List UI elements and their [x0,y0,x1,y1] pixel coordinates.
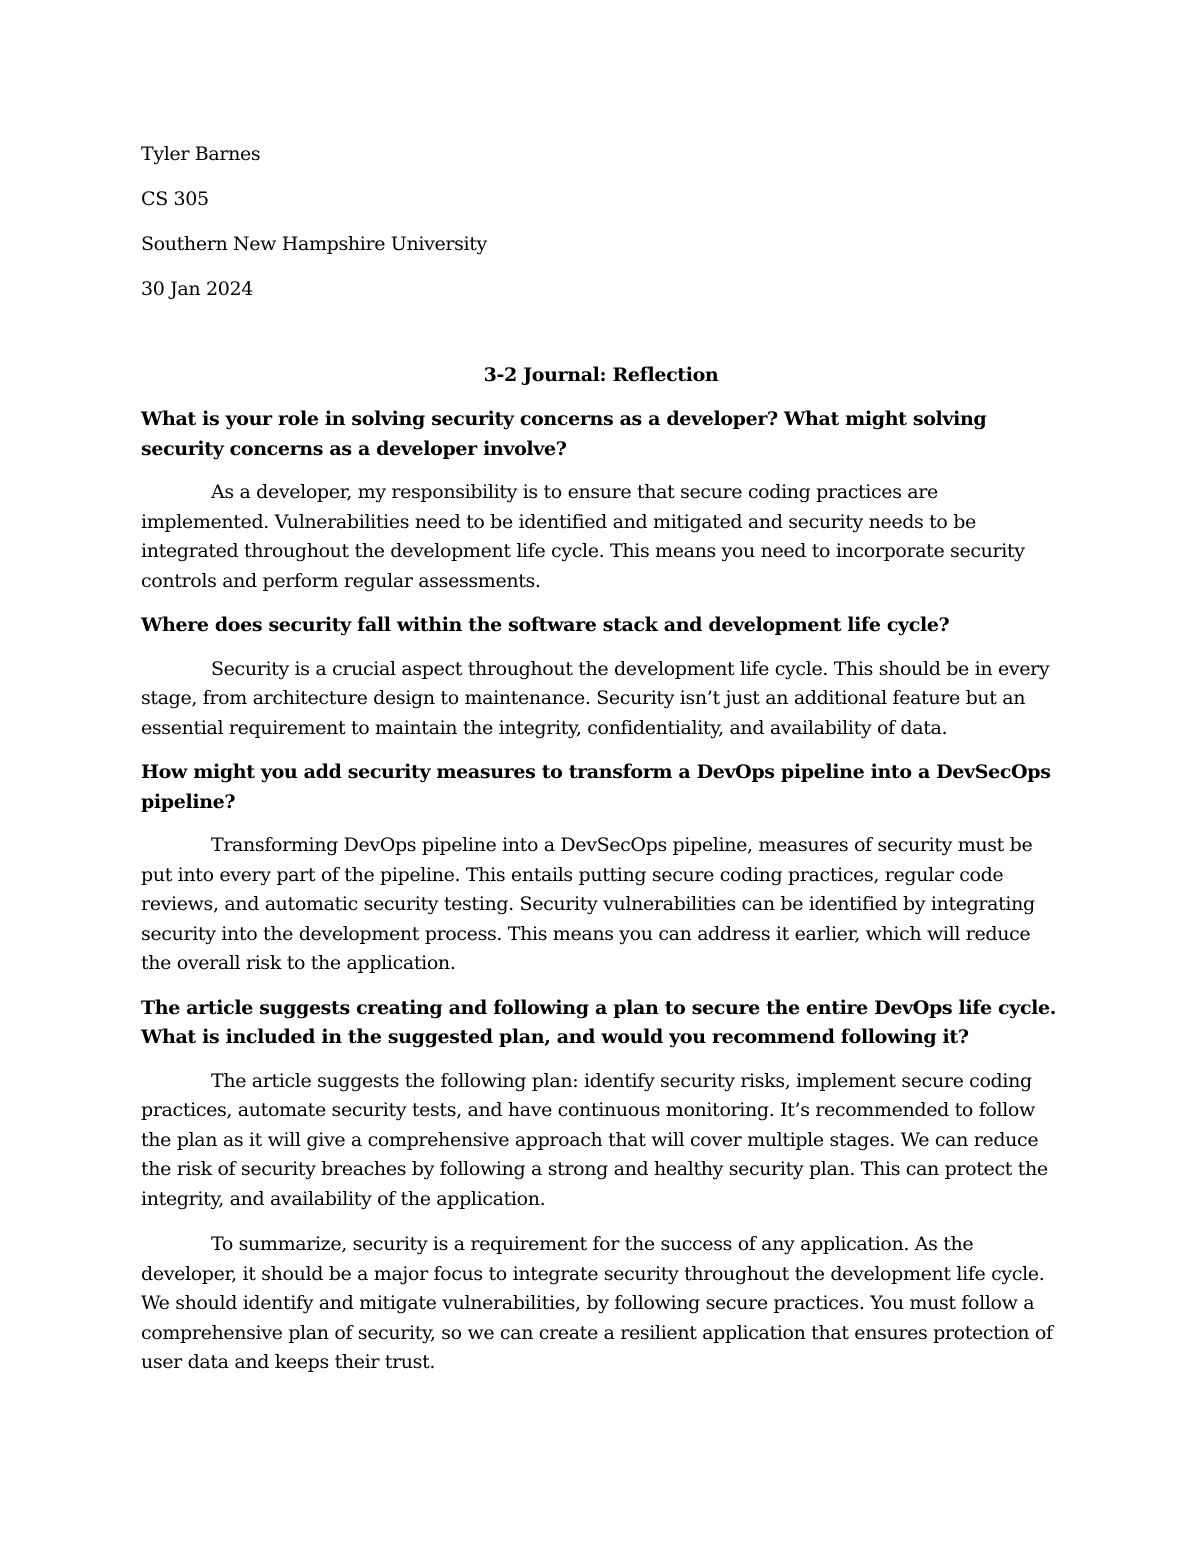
section-question: How might you add security measures to transform a DevOps pipeline into a DevSecOps pipeline? [141,761,1051,813]
section-question: Where does security fall within the software stack and development life cycle? [141,614,950,636]
section-answer: Security is a crucial aspect throughout the development life cycle. This should be in every stage, from architecture design to maintenance. Security isn’t just an additional feature but an essential requirement to maintain the integrity, confidentiality, and availability of data. [141,657,1050,739]
document-date: 30 Jan 2024 [141,278,253,300]
section-software-stack [141,611,1061,743]
section-answer: The article suggests the following plan: identify security risks, implement secure coding practices, automate security tests, and have continuous monitoring. It’s recommended to follow the plan as it will give a comprehensive approach that will cover multiple stages. We can reduce the risk of security breaches by following a strong and healthy security plan. This can protect the integrity, and availability of the application. [141,1069,1048,1210]
course-code: CS 305 [141,188,209,210]
university-name: Southern New Hampshire University [141,233,487,255]
section-plan [141,994,1061,1215]
document-body [141,140,1061,1378]
author-name: Tyler Barnes [141,143,261,165]
section-question: What is your role in solving security concerns as a developer? What might solving security concerns as a developer involve? [141,408,987,460]
document-title: 3-2 Journal: Reflection [483,364,719,386]
conclusion-paragraph: To summarize, security is a requirement for the success of any application. As the developer, it should be a major focus to integrate security throughout the development life cycle. We should identify and mitigate vulnerabilities, by following secure practices. You must follow a comprehensive plan of security, so we can create a resilient application that ensures protection of user data and keeps their trust. [141,1233,1053,1373]
section-answer: Transforming DevOps pipeline into a DevSecOps pipeline, measures of security must be put into every part of the pipeline. This entails putting secure coding practices, regular code reviews, and automatic security testing. Security vulnerabilities can be identified by integrating security into the development process. This means you can address it earlier, which will reduce the overall risk to the application. [141,834,1035,974]
section-answer: As a developer, my responsibility is to ensure that secure coding practices are implemented. Vulnerabilities need to be identified and mitigated and security needs to be integrated throughout the development life cycle. This means you need to incorporate security controls and perform regular assessments. [141,481,1025,592]
section-role [141,405,1061,596]
section-question: The article suggests creating and following a plan to secure the entire DevOps life cycle. What is included in the suggested plan, and would you recommend following it? [141,996,1057,1048]
section-devsecops [141,758,1061,979]
document-header [141,140,1061,304]
